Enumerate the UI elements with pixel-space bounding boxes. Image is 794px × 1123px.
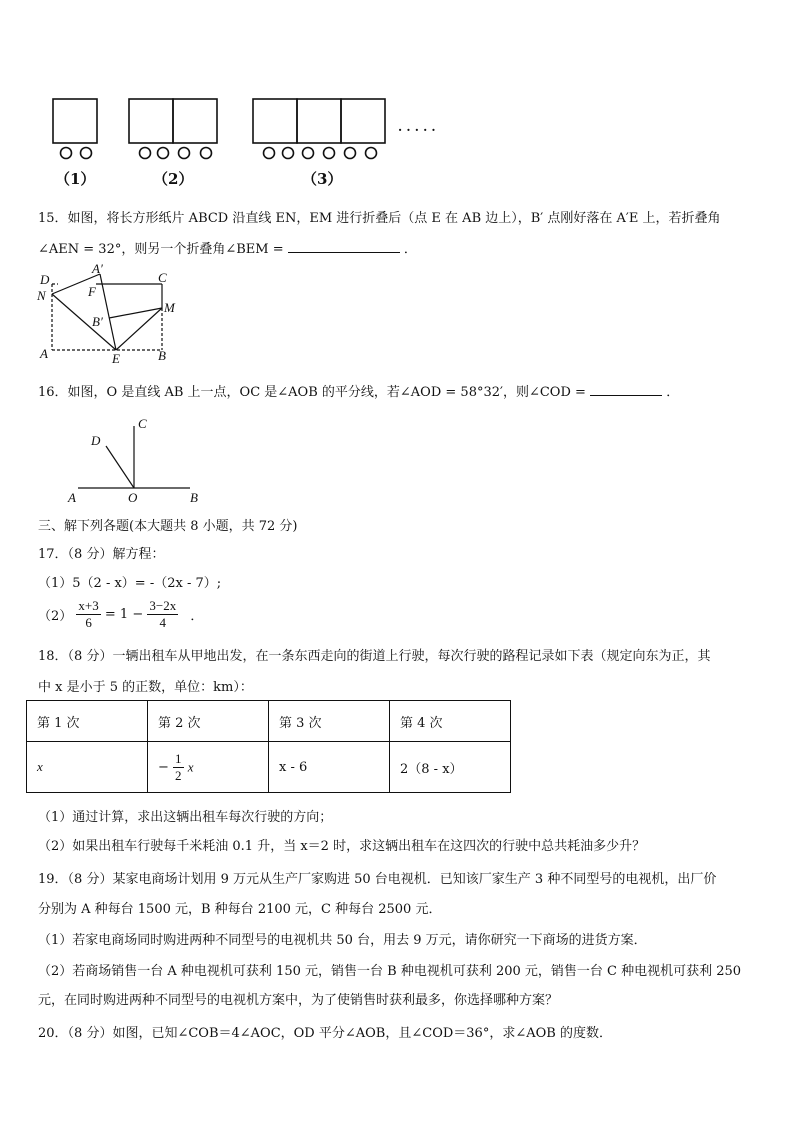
- trip2-var: x: [187, 759, 194, 774]
- q15-label-F: F: [88, 284, 96, 299]
- q19-sub2b: 元，在同时购进两种不同型号的电视机方案中，为了使销售时获利最多，你选择哪种方案？: [38, 993, 559, 1008]
- q16-end: ．: [666, 385, 680, 400]
- q18-line1: 18．（8 分）一辆出租车从甲地出发，在一条东西走向的街道上行驶，每次行驶的路程记录如下表（规定向东为正，其: [38, 649, 711, 664]
- q17-fraction-2: [147, 598, 178, 631]
- q15-line2-text: ∠AEN = 32°，则另一个折叠角∠BEM =: [38, 242, 284, 257]
- table-row: [27, 742, 511, 793]
- section-3-heading: 三、解下列各题(本大题共 8 小题，共 72 分): [38, 519, 298, 534]
- trip2-den: 2: [175, 767, 182, 783]
- fig1-label: （1）: [55, 170, 96, 188]
- q16-label-D: D: [91, 433, 101, 448]
- table-header-cell: 第 2 次: [148, 701, 269, 742]
- table-header-cell: 第 4 次: [390, 701, 511, 742]
- q15-label-E: E: [112, 351, 120, 366]
- fig3-box-a: [253, 99, 297, 143]
- q15-label-B: B: [158, 348, 166, 363]
- trip-record-table: [26, 700, 511, 793]
- q17-f2-den: 4: [159, 615, 167, 630]
- table-cell-trip2: [148, 742, 269, 793]
- q16-label-B: B: [190, 490, 198, 505]
- fig2-box-b: [173, 99, 217, 143]
- q17-f1-den: 6: [85, 615, 92, 630]
- trip2-num: 1: [175, 750, 182, 766]
- fig3-label: （3）: [302, 170, 343, 188]
- table-header-row: [27, 701, 511, 742]
- table-header-cell: 第 3 次: [269, 701, 390, 742]
- q15-label-M: M: [164, 300, 175, 315]
- q15-label-N: N: [37, 288, 46, 303]
- q15-line1: 15．如图，将长方形纸片 ABCD 沿直线 EN，EM 进行折叠后（点 E 在 AB 边上），B′ 点刚好落在 A′E 上，若折叠角: [38, 211, 721, 226]
- q16-label-O: O: [128, 490, 138, 505]
- fig-dots: · · · · ·: [398, 123, 436, 137]
- q16-line: [38, 381, 679, 400]
- fig1-box: [53, 99, 97, 143]
- fig3-box-c: [341, 99, 385, 143]
- q16-text: 16．如图，O 是直线 AB 上一点，OC 是∠AOB 的平分线，若∠AOD = 58°32′，则∠COD =: [38, 385, 586, 400]
- table-cell-trip1: x: [27, 742, 148, 793]
- trip2-fraction: [173, 751, 184, 784]
- train-figures: [40, 92, 460, 192]
- q17-fraction-1: [76, 598, 100, 631]
- q19-sub2a: （2）若商场销售一台 A 种电视机可获利 150 元，销售一台 B 种电视机可获利 200 元，销售一台 C 种电视机可获利 250: [38, 964, 742, 979]
- q17-f1-num: x+3: [78, 598, 99, 613]
- table-header-cell: 第 1 次: [27, 701, 148, 742]
- q16-label-C: C: [138, 416, 147, 431]
- q17-title: 17．（8 分）解方程：: [38, 547, 165, 562]
- fig2-box-a: [129, 99, 173, 143]
- q15-label-D: D: [40, 272, 50, 287]
- q17-part1: （1）5（2 - x）= -（2x - 7）;: [38, 576, 222, 591]
- q19-sub1: （1）若家电商场同时购进两种不同型号的电视机共 50 台，用去 9 万元，请你研究一下商场的进货方案．: [38, 933, 647, 948]
- q17-f2-num: 3−2x: [149, 598, 177, 613]
- q16-answer-blank: [590, 383, 662, 396]
- q15-line2: [38, 238, 417, 257]
- q15-label-B1: B′: [92, 314, 103, 329]
- trip2-sign: −: [158, 759, 169, 775]
- q17-part2: [38, 598, 203, 631]
- table-cell-trip3: x - 6: [269, 742, 390, 793]
- q16-label-A: A: [68, 490, 76, 505]
- q18-line2: 中 x 是小于 5 的正数，单位：km）：: [38, 680, 253, 695]
- q15-diagram: [34, 260, 184, 368]
- q17-p2-prefix: （2）: [38, 609, 73, 624]
- table-cell-trip4: 2（8 - x）: [390, 742, 511, 793]
- q18-sub1: （1）通过计算，求出这辆出租车每次行驶的方向；: [38, 810, 333, 825]
- q19-line1: 19．（8 分）某家电商场计划用 9 万元从生产厂家购进 50 台电视机．已知该厂家生产 3 种不同型号的电视机，出厂价: [38, 872, 717, 887]
- q18-sub2: （2）如果出租车行驶每千米耗油 0.1 升，当 x＝2 时，求这辆出租车在这四次的行驶中总共耗油多少升？: [38, 839, 646, 854]
- q16-diagram: [64, 412, 214, 508]
- fig2-label: （2）: [153, 170, 194, 188]
- q15-label-C: C: [158, 270, 167, 285]
- q15-end: ．: [403, 242, 417, 257]
- q19-line2: 分别为 A 种每台 1500 元，B 种每台 2100 元，C 种每台 2500 元．: [38, 902, 442, 917]
- fig3-box-b: [297, 99, 341, 143]
- q15-answer-blank: [288, 240, 400, 253]
- q15-label-A1: A′: [92, 261, 103, 276]
- q17-p2-end: ．: [190, 609, 204, 624]
- q20-text: 20．（8 分）如图，已知∠COB＝4∠AOC，OD 平分∠AOB，且∠COD＝36°，求∠AOB 的度数．: [38, 1026, 612, 1041]
- q15-label-A: A: [40, 346, 48, 361]
- q17-p2-mid: = 1 −: [104, 607, 144, 622]
